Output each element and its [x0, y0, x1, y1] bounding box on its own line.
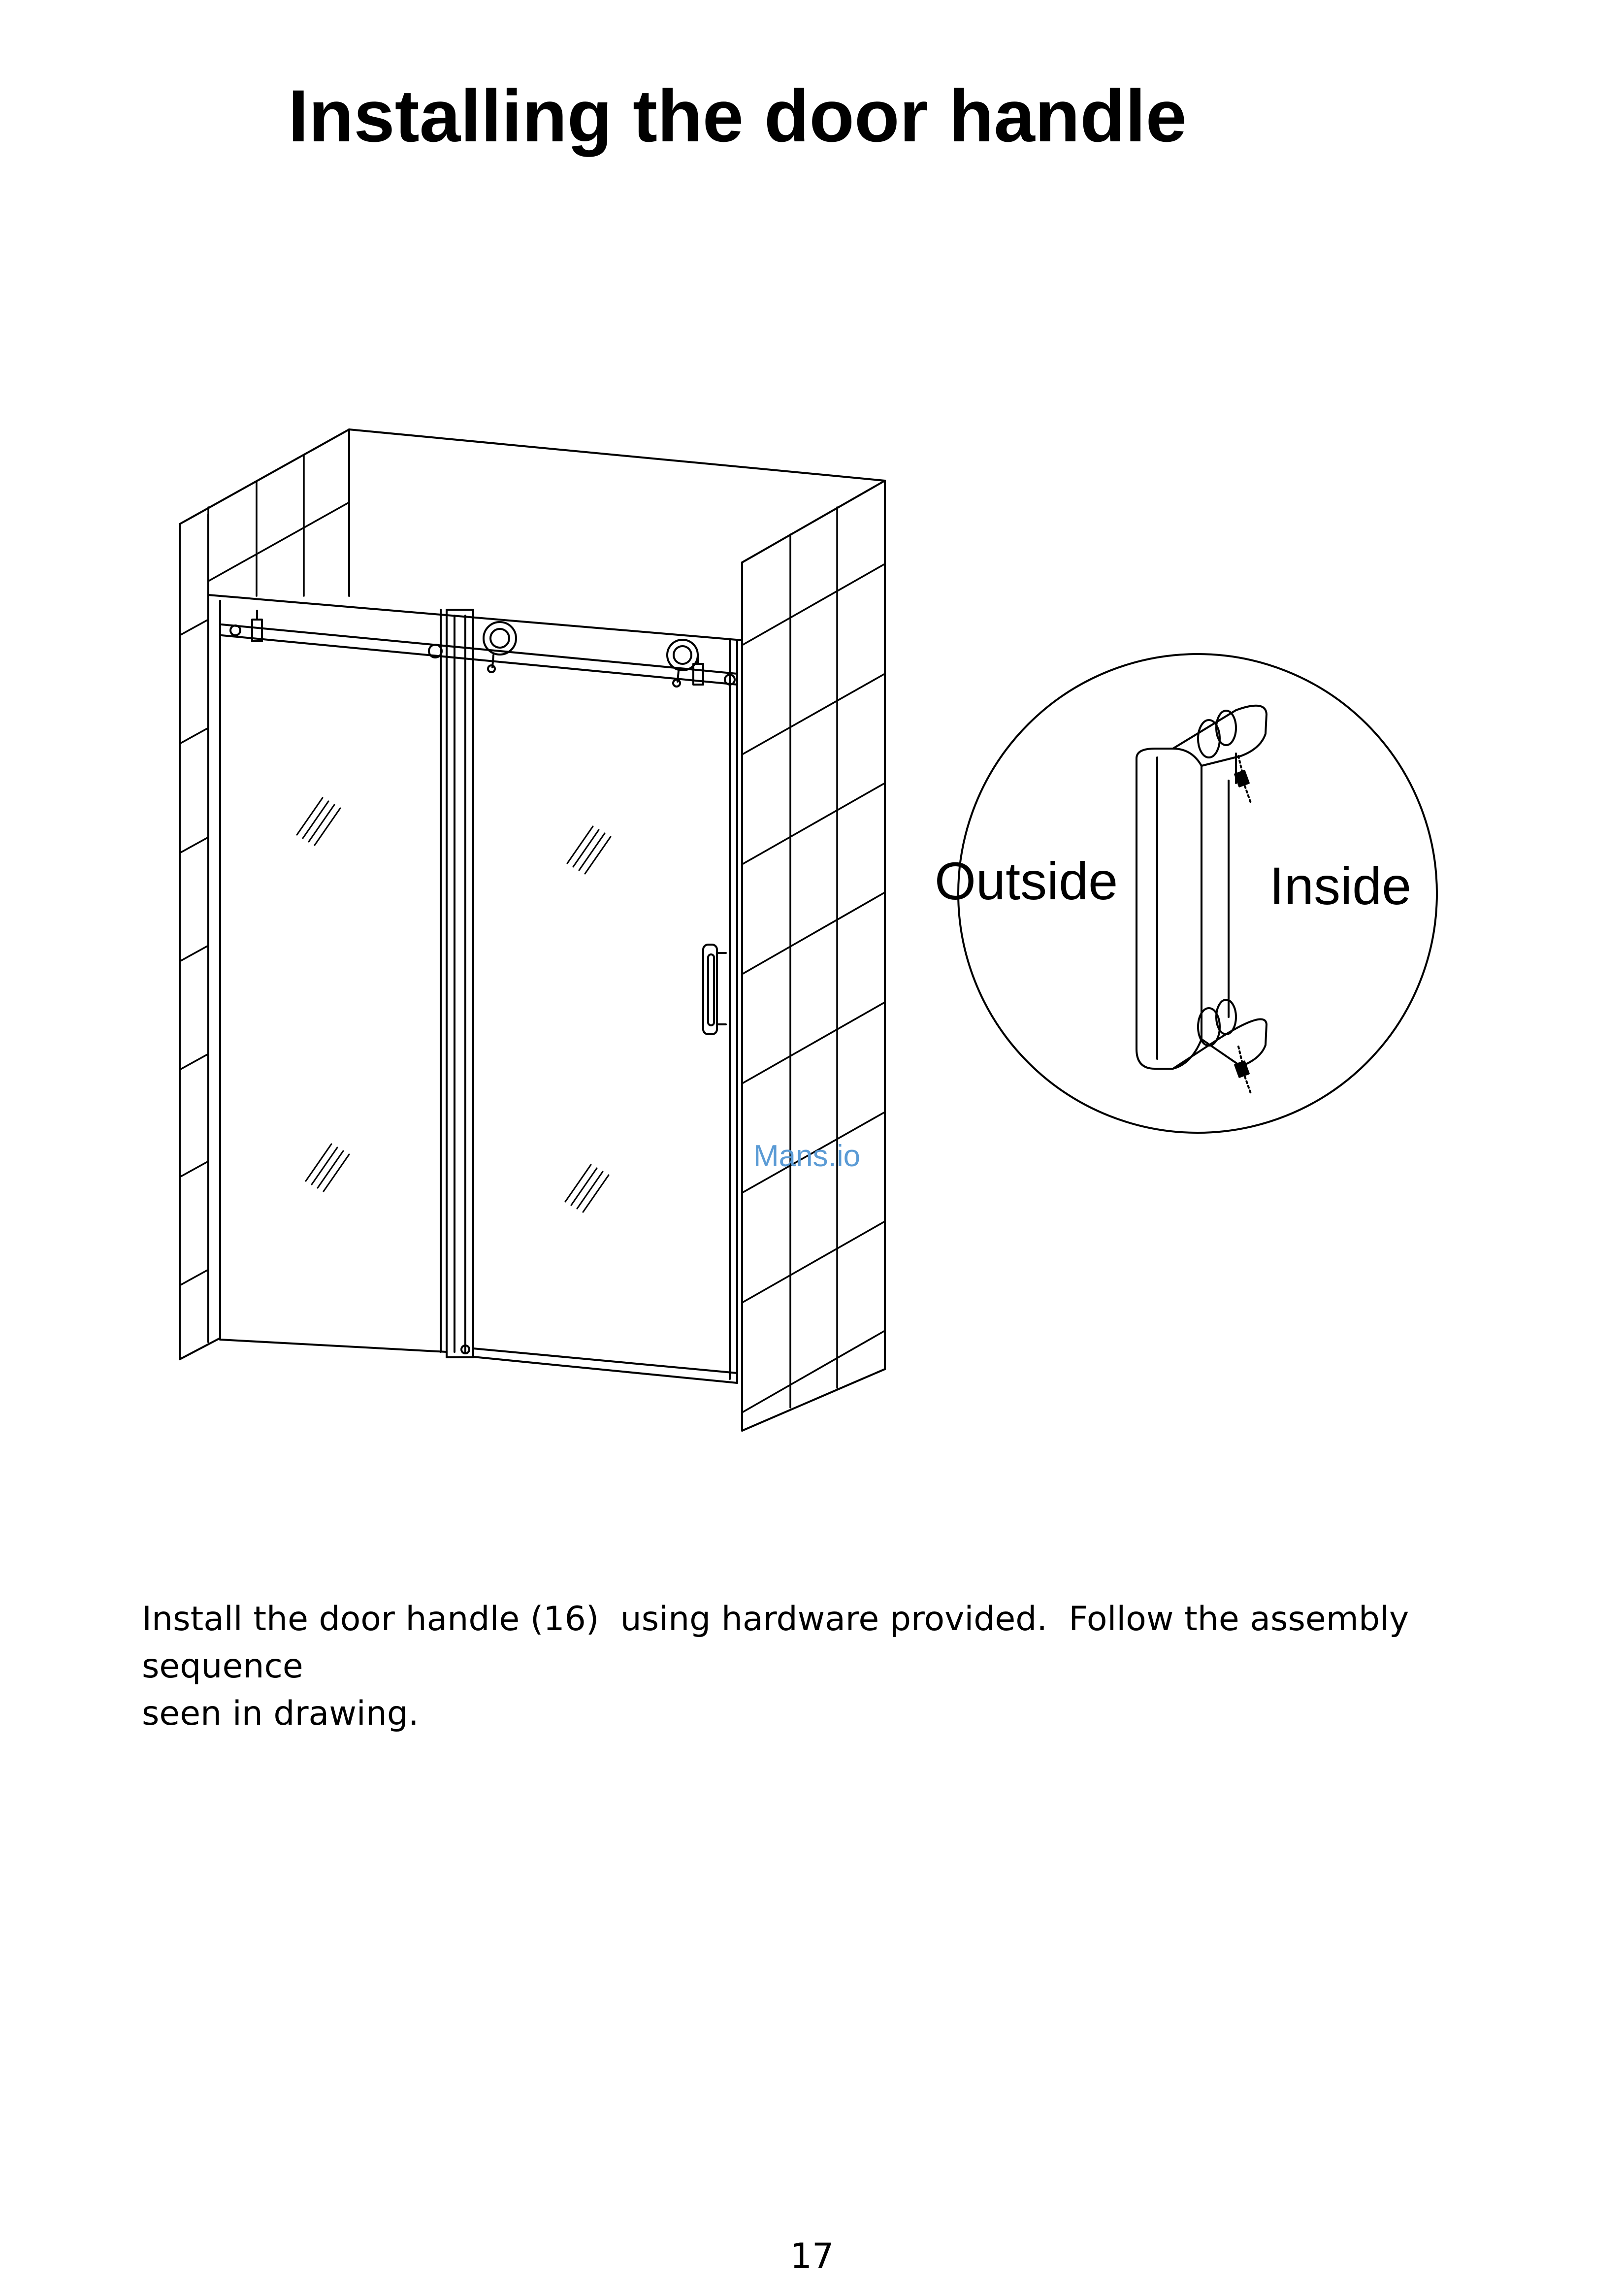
roller-right [667, 640, 698, 670]
top-rail [208, 595, 742, 685]
watermark: Mans.io [753, 1139, 861, 1173]
roller-left [484, 622, 516, 655]
sliding-door-panel [447, 610, 737, 1383]
left-wall-bottom [180, 1339, 219, 1359]
fixed-glass-panel [220, 601, 447, 1352]
right-wall-top-outline [742, 481, 885, 562]
label-outside: Outside [935, 851, 1118, 911]
label-inside: Inside [1269, 856, 1412, 916]
door-handle-small [703, 945, 726, 1034]
left-wall-tiles [180, 456, 349, 1285]
instruction-text: Install the door handle (16) using hardware provided. Follow the assembly sequence seen in drawing. [142, 1600, 1409, 1733]
handle-bar [1137, 749, 1202, 1069]
glass-reflection-mark [565, 1165, 609, 1212]
handle-screw-bottom [1235, 1047, 1251, 1093]
door-stile [447, 610, 473, 1357]
left-rail-bracket [230, 625, 240, 635]
glass-reflection-mark [306, 1144, 349, 1191]
handle-screw-top [1235, 756, 1251, 803]
page-number: 17 [790, 2236, 834, 2276]
left-wall-outline [180, 429, 349, 524]
page-title: Installing the door handle [288, 74, 1187, 157]
back-wall-top-edge [349, 429, 885, 481]
right-wall-tiles [742, 507, 885, 1412]
glass-reflection-mark [297, 798, 340, 845]
shower-enclosure [180, 429, 885, 1431]
handle-detail-callout [935, 654, 1437, 1133]
glass-reflection-mark [567, 826, 611, 874]
